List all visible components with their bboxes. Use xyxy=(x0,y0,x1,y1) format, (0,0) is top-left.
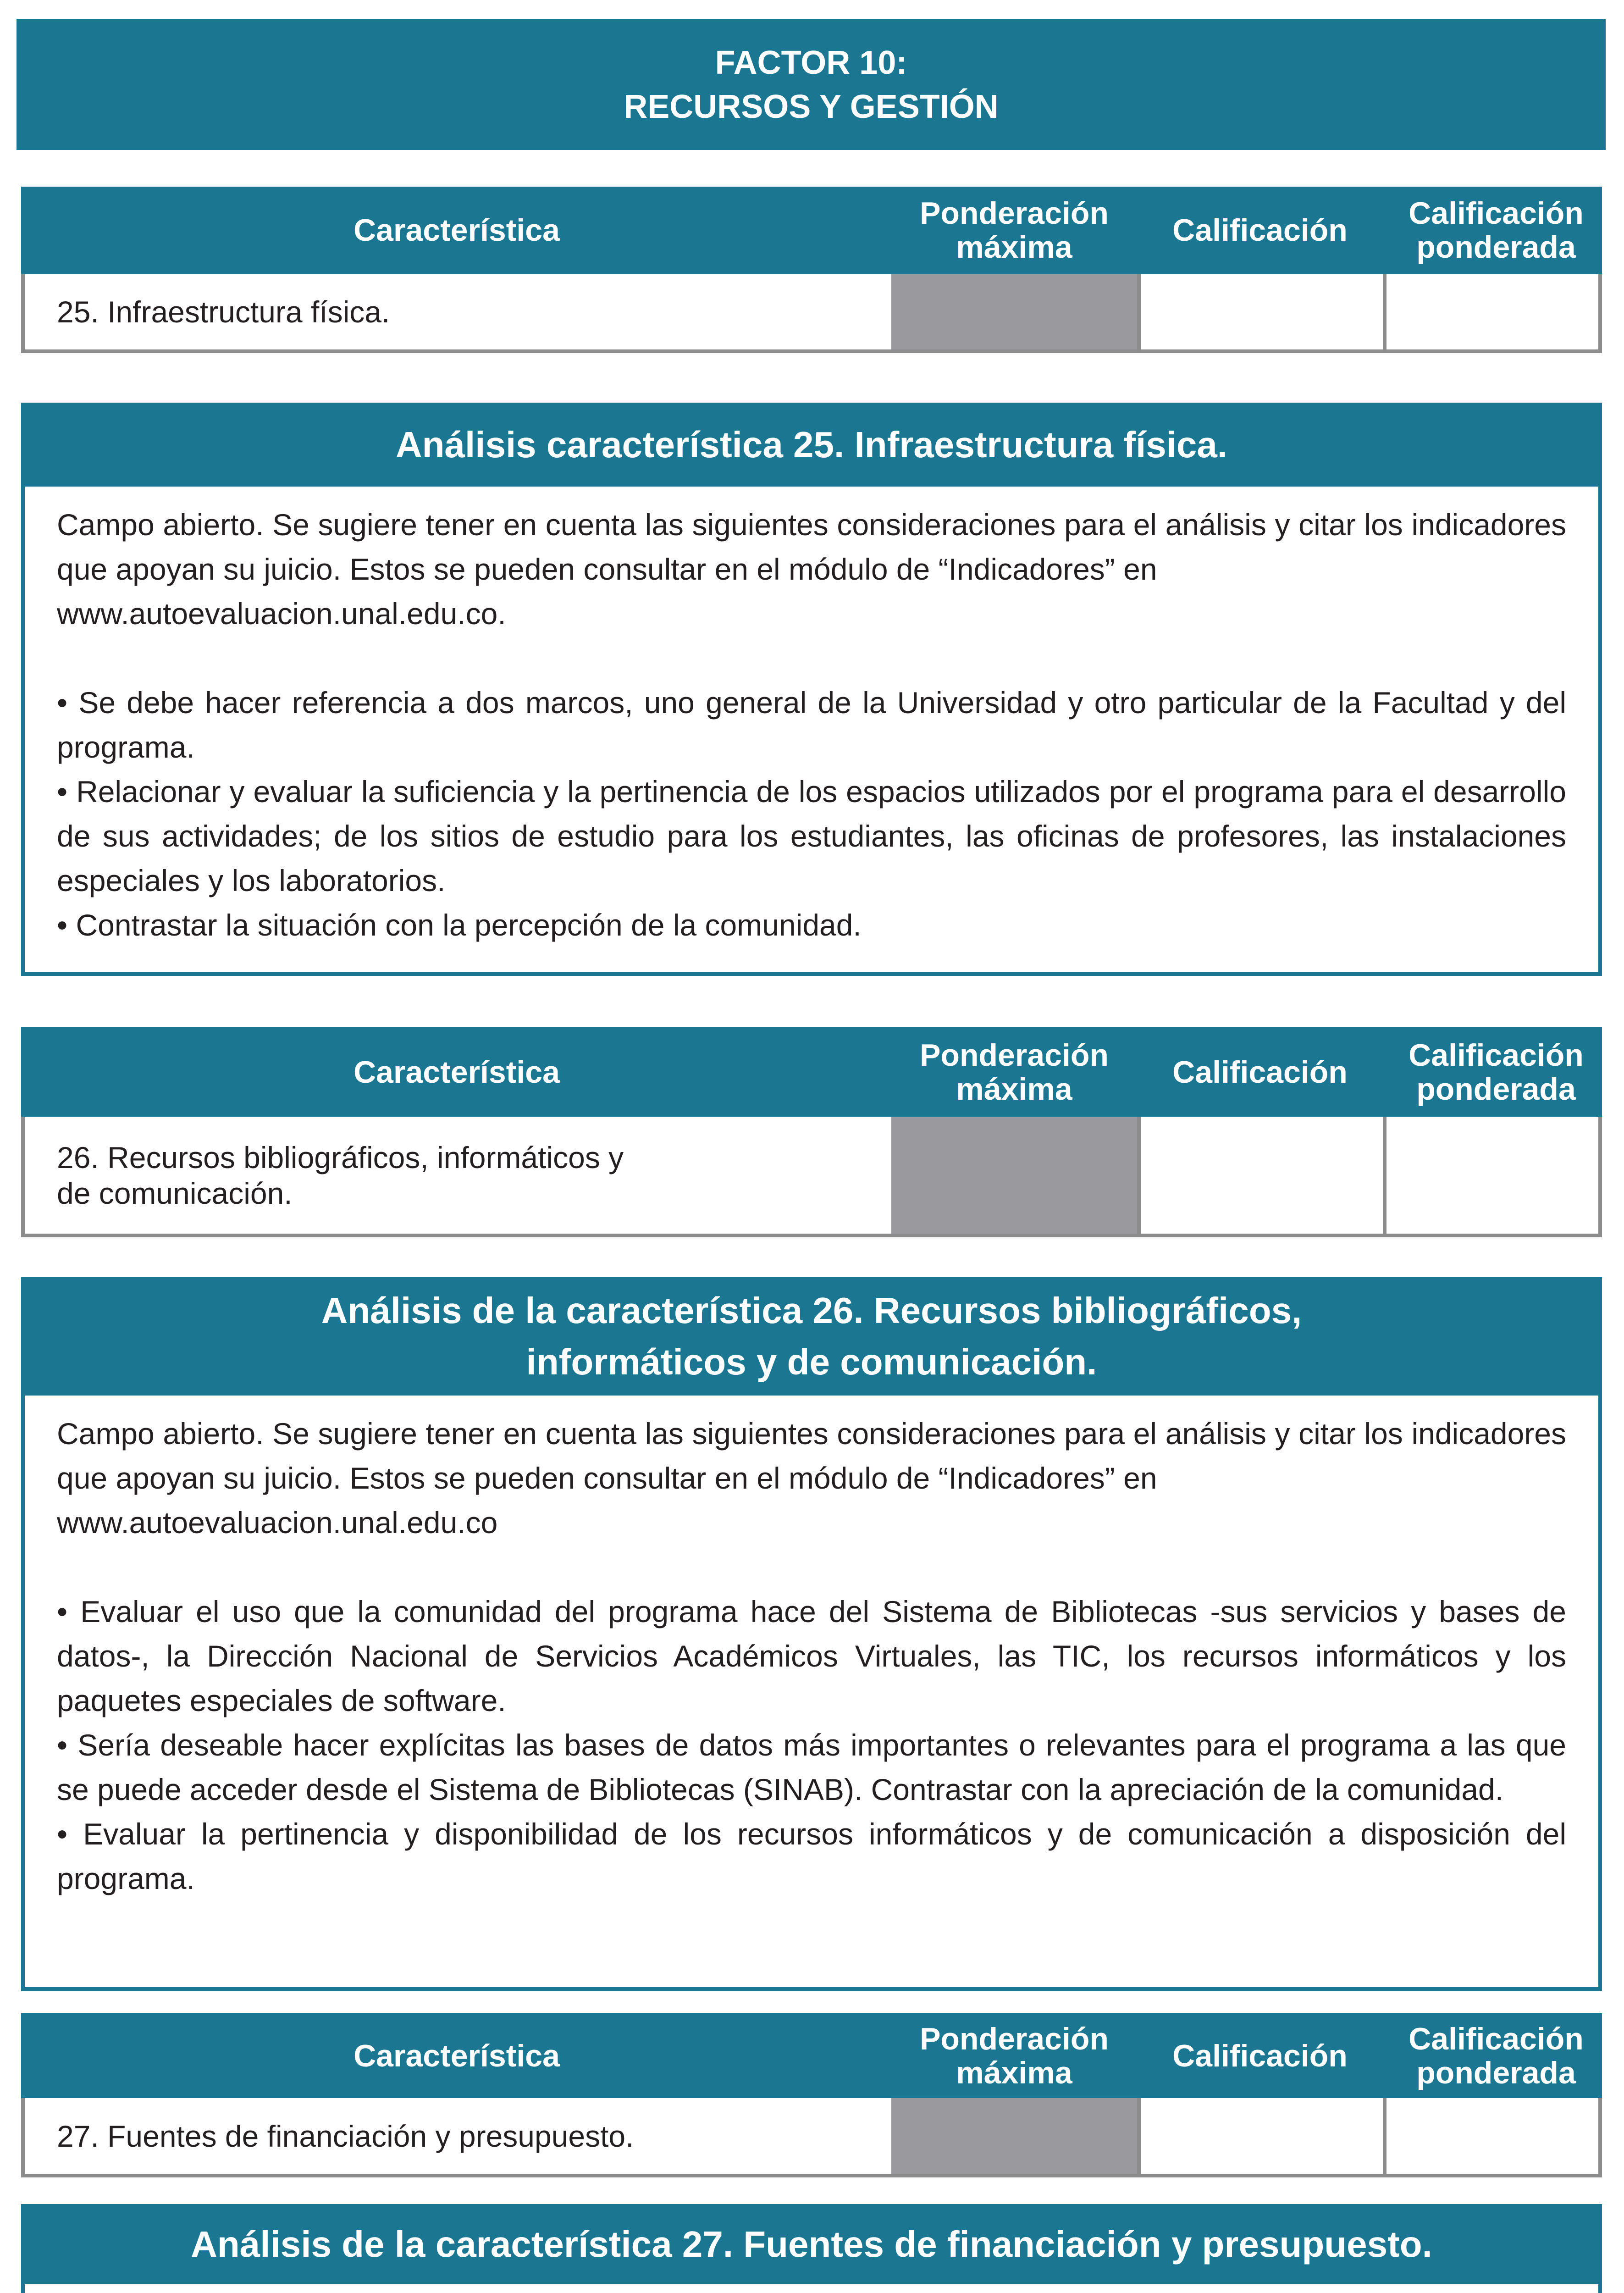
ponderacion-cell xyxy=(891,2098,1137,2174)
characteristic-table-27 xyxy=(21,2013,1602,2177)
factor-title xyxy=(17,19,1606,150)
characteristic-table-26 xyxy=(21,1027,1602,1237)
header-ponderacion: Ponderación máxima xyxy=(920,1037,1109,1107)
list-item: • Evaluar la pertinencia y disponibilidad de los recursos informáticos y de comunicación a disposición del programa. xyxy=(57,1817,1566,1895)
analysis-body xyxy=(57,1412,1566,1901)
table-row xyxy=(25,274,1598,349)
characteristic-name: 25. Infraestructura física. xyxy=(57,294,390,329)
factor-number: FACTOR 10: xyxy=(715,44,907,81)
list-item: • Contrastar la situación con la percepción de la comunidad. xyxy=(57,908,862,942)
ponderacion-cell xyxy=(891,1117,1137,1234)
table-row xyxy=(25,2098,1598,2174)
intro-text: Campo abierto. Se sugiere tener en cuenta las siguientes consideraciones para el análisis y citar los indicadores que apoyan su juicio. Estos se pueden consultar en el módulo de “Indicadores” en www.autoevaluacion.unal.edu.co. xyxy=(57,508,1566,631)
table-row xyxy=(25,1117,1598,1234)
characteristic-name: 27. Fuentes de financiación y presupuesto. xyxy=(57,2119,634,2153)
intro-text: Campo abierto. Se sugiere tener en cuenta las siguientes consideraciones para el análisis y citar los indicadores que apoyan su juicio. Estos se pueden consultar en el módulo de “Indicadores” en www.autoevaluacion.unal.edu.co xyxy=(57,1417,1566,1540)
characteristic-name: 26. Recursos bibliográficos, informáticos y de comunicación. xyxy=(57,1140,624,1210)
header-calificacion-ponderada: Calificación ponderada xyxy=(1409,196,1584,265)
header-caracteristica: Característica xyxy=(354,2038,560,2073)
analysis-body xyxy=(57,503,1566,947)
header-calificacion: Calificación xyxy=(1172,2038,1348,2073)
factor-name: RECURSOS Y GESTIÓN xyxy=(624,88,999,125)
header-ponderacion: Ponderación máxima xyxy=(920,2021,1109,2090)
analysis-title: Análisis característica 25. Infraestructura física. xyxy=(21,403,1602,487)
list-item: • Sería deseable hacer explícitas las bases de datos más importantes o relevantes para el programa a las que se puede acceder desde el Sistema de Bibliotecas (SINAB). Contrastar con la apreciación de la comunidad. xyxy=(57,1728,1566,1806)
header-calificacion: Calificación xyxy=(1172,213,1348,248)
analysis-box-25 xyxy=(21,403,1602,976)
characteristic-table-25 xyxy=(21,187,1602,353)
analysis-box-27 xyxy=(21,2204,1602,2293)
header-calificacion: Calificación xyxy=(1172,1054,1348,1090)
ponderacion-cell xyxy=(891,274,1137,349)
list-item: • Relacionar y evaluar la suficiencia y la pertinencia de los espacios utilizados por el programa para el desarrollo de sus actividades; de los sitios de estudio para los estudiantes, las oficinas de profesores, las instalaciones especiales y los laboratorios. xyxy=(57,775,1566,897)
table-header xyxy=(21,2013,1602,2098)
list-item: • Evaluar el uso que la comunidad del programa hace del Sistema de Bibliotecas -sus servicios y bases de datos-, la Dirección Nacional de Servicios Académicos Virtuales, las TIC, los recursos informáticos y los paquetes especiales de software. xyxy=(57,1595,1566,1717)
header-caracteristica: Característica xyxy=(354,1054,560,1090)
analysis-title: Análisis de la característica 27. Fuentes de financiación y presupuesto. xyxy=(21,2204,1602,2284)
table-header xyxy=(21,187,1602,274)
analysis-box-26 xyxy=(21,1277,1602,1991)
table-header xyxy=(21,1027,1602,1117)
list-item: • Se debe hacer referencia a dos marcos, uno general de la Universidad y otro particular de la Facultad y del programa. xyxy=(57,686,1566,764)
header-calificacion-ponderada: Calificación ponderada xyxy=(1409,1037,1584,1107)
analysis-title: Análisis de la característica 26. Recursos bibliográficos, informáticos y de comunicación. xyxy=(21,1277,1602,1396)
header-calificacion-ponderada: Calificación ponderada xyxy=(1409,2021,1584,2090)
header-ponderacion: Ponderación máxima xyxy=(920,196,1109,265)
header-caracteristica: Característica xyxy=(354,213,560,248)
